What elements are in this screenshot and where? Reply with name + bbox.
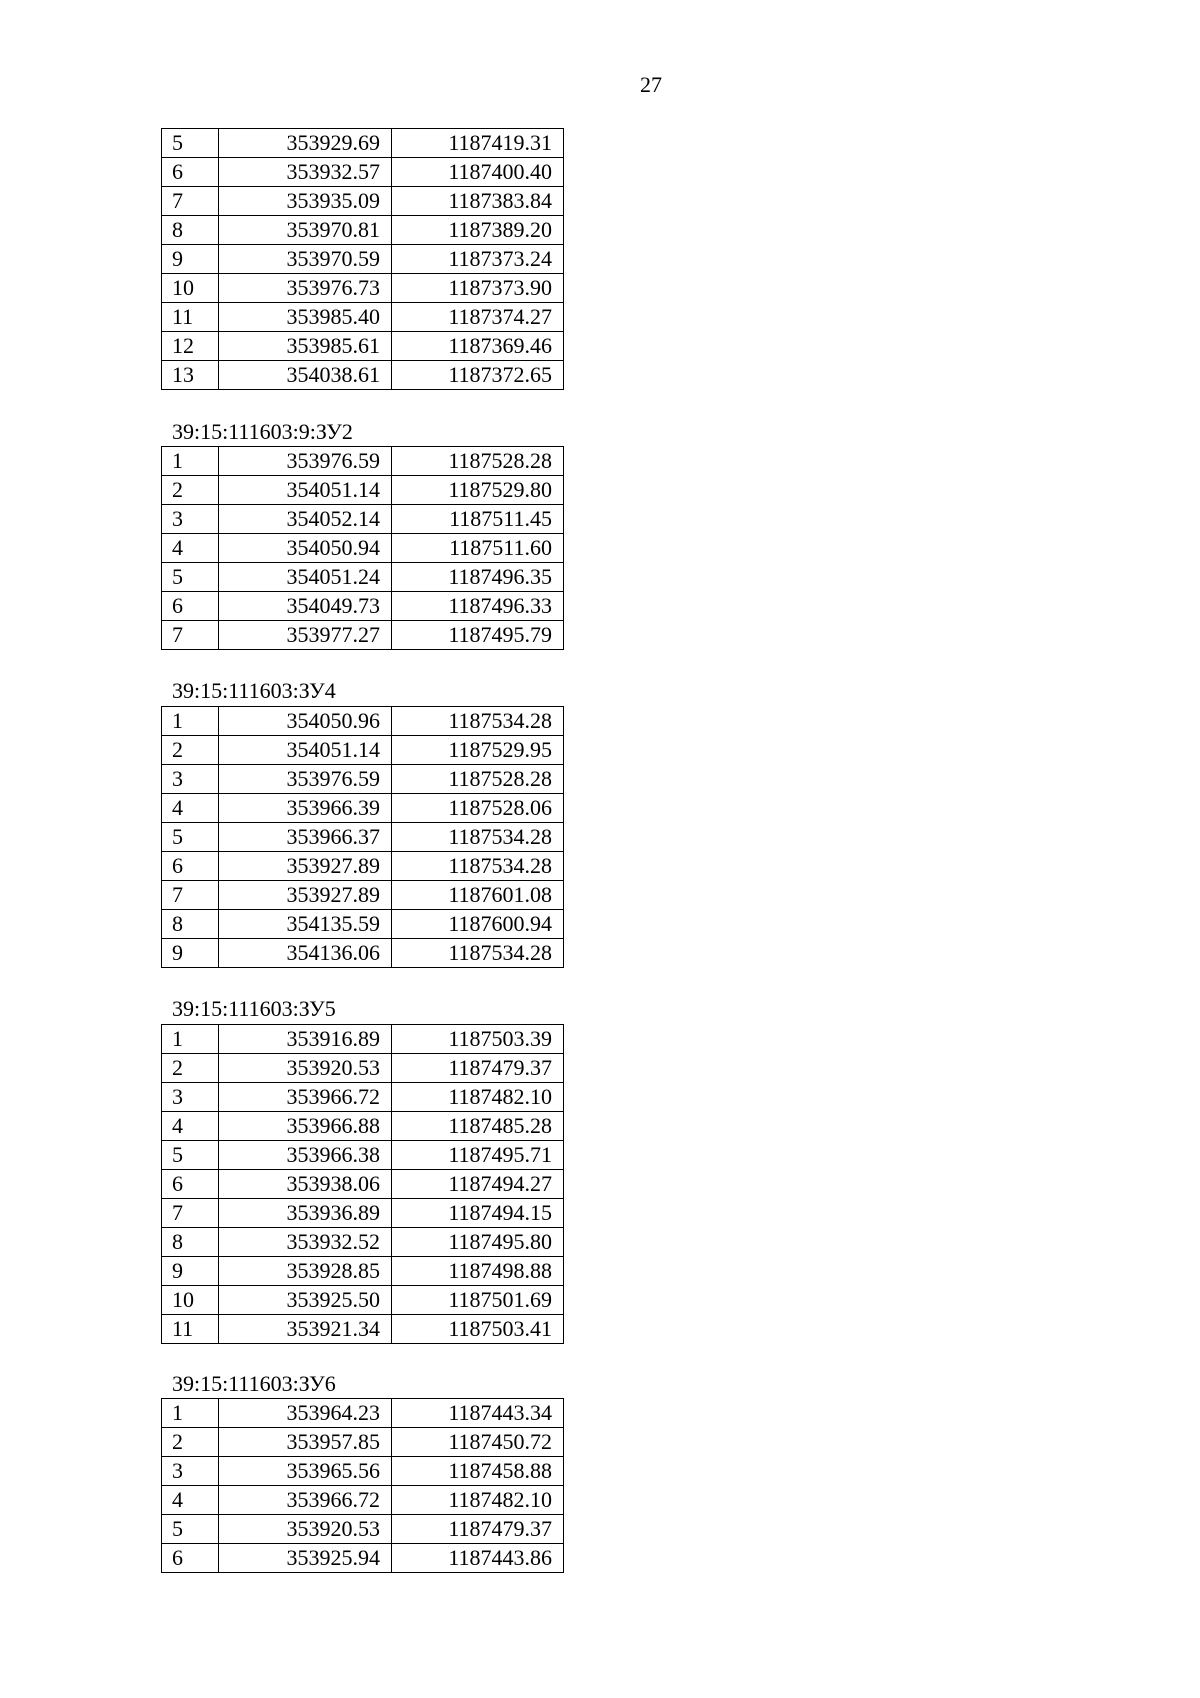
table-row <box>162 592 564 621</box>
x-coordinate-cell: 353964.23 <box>219 1399 392 1428</box>
point-number-cell: 1 <box>162 1399 219 1428</box>
x-coordinate-cell: 354038.61 <box>219 361 392 390</box>
y-coordinate-cell: 1187443.34 <box>392 1399 564 1428</box>
point-number-cell: 9 <box>162 939 219 968</box>
y-coordinate-cell: 1187498.88 <box>392 1257 564 1286</box>
x-coordinate-cell: 353935.09 <box>219 187 392 216</box>
y-coordinate-cell: 1187369.46 <box>392 332 564 361</box>
y-coordinate-cell: 1187503.41 <box>392 1315 564 1344</box>
y-coordinate-cell: 1187450.72 <box>392 1428 564 1457</box>
table-row <box>162 1170 564 1199</box>
x-coordinate-cell: 353920.53 <box>219 1515 392 1544</box>
coordinates-table <box>161 1398 564 1573</box>
point-number-cell: 13 <box>162 361 219 390</box>
table-row <box>162 1315 564 1344</box>
x-coordinate-cell: 354051.14 <box>219 736 392 765</box>
table-row <box>162 910 564 939</box>
x-coordinate-cell: 354052.14 <box>219 505 392 534</box>
point-number-cell: 1 <box>162 707 219 736</box>
point-number-cell: 5 <box>162 129 219 158</box>
x-coordinate-cell: 353966.37 <box>219 823 392 852</box>
point-number-cell: 5 <box>162 1515 219 1544</box>
y-coordinate-cell: 1187479.37 <box>392 1054 564 1083</box>
point-number-cell: 2 <box>162 736 219 765</box>
x-coordinate-cell: 353920.53 <box>219 1054 392 1083</box>
y-coordinate-cell: 1187494.27 <box>392 1170 564 1199</box>
coordinates-table <box>161 1024 564 1344</box>
y-coordinate-cell: 1187528.28 <box>392 447 564 476</box>
y-coordinate-cell: 1187372.65 <box>392 361 564 390</box>
y-coordinate-cell: 1187479.37 <box>392 1515 564 1544</box>
point-number-cell: 1 <box>162 1025 219 1054</box>
y-coordinate-cell: 1187528.06 <box>392 794 564 823</box>
point-number-cell: 9 <box>162 1257 219 1286</box>
point-number-cell: 2 <box>162 1054 219 1083</box>
point-number-cell: 1 <box>162 447 219 476</box>
x-coordinate-cell: 353966.38 <box>219 1141 392 1170</box>
table-row <box>162 1083 564 1112</box>
point-number-cell: 5 <box>162 823 219 852</box>
y-coordinate-cell: 1187529.95 <box>392 736 564 765</box>
y-coordinate-cell: 1187389.20 <box>392 216 564 245</box>
table-row <box>162 158 564 187</box>
y-coordinate-cell: 1187443.86 <box>392 1544 564 1573</box>
x-coordinate-cell: 353925.94 <box>219 1544 392 1573</box>
x-coordinate-cell: 353976.73 <box>219 274 392 303</box>
table-row <box>162 1112 564 1141</box>
y-coordinate-cell: 1187374.27 <box>392 303 564 332</box>
y-coordinate-cell: 1187495.79 <box>392 621 564 650</box>
y-coordinate-cell: 1187511.60 <box>392 534 564 563</box>
x-coordinate-cell: 353927.89 <box>219 852 392 881</box>
x-coordinate-cell: 353928.85 <box>219 1257 392 1286</box>
section-title: 39:15:111603:9:ЗУ2 <box>172 419 353 444</box>
y-coordinate-cell: 1187534.28 <box>392 852 564 881</box>
table-row <box>162 1286 564 1315</box>
y-coordinate-cell: 1187528.28 <box>392 765 564 794</box>
point-number-cell: 12 <box>162 332 219 361</box>
x-coordinate-cell: 354135.59 <box>219 910 392 939</box>
y-coordinate-cell: 1187534.28 <box>392 939 564 968</box>
x-coordinate-cell: 353985.40 <box>219 303 392 332</box>
table-row <box>162 1428 564 1457</box>
x-coordinate-cell: 353929.69 <box>219 129 392 158</box>
y-coordinate-cell: 1187600.94 <box>392 910 564 939</box>
y-coordinate-cell: 1187529.80 <box>392 476 564 505</box>
point-number-cell: 10 <box>162 274 219 303</box>
coordinates-table <box>161 128 564 390</box>
table-row <box>162 765 564 794</box>
x-coordinate-cell: 354049.73 <box>219 592 392 621</box>
point-number-cell: 6 <box>162 852 219 881</box>
point-number-cell: 11 <box>162 303 219 332</box>
table-row <box>162 1228 564 1257</box>
section-title: 39:15:111603:ЗУ6 <box>172 1371 336 1396</box>
table-row <box>162 447 564 476</box>
x-coordinate-cell: 353976.59 <box>219 765 392 794</box>
point-number-cell: 8 <box>162 910 219 939</box>
coordinates-table <box>161 446 564 650</box>
x-coordinate-cell: 353985.61 <box>219 332 392 361</box>
x-coordinate-cell: 353966.72 <box>219 1486 392 1515</box>
y-coordinate-cell: 1187485.28 <box>392 1112 564 1141</box>
y-coordinate-cell: 1187458.88 <box>392 1457 564 1486</box>
table-row <box>162 332 564 361</box>
x-coordinate-cell: 353966.88 <box>219 1112 392 1141</box>
point-number-cell: 3 <box>162 1083 219 1112</box>
point-number-cell: 10 <box>162 1286 219 1315</box>
y-coordinate-cell: 1187495.71 <box>392 1141 564 1170</box>
point-number-cell: 7 <box>162 621 219 650</box>
x-coordinate-cell: 353976.59 <box>219 447 392 476</box>
table-row <box>162 274 564 303</box>
table-row <box>162 823 564 852</box>
table-row <box>162 1025 564 1054</box>
table-row <box>162 1486 564 1515</box>
y-coordinate-cell: 1187495.80 <box>392 1228 564 1257</box>
point-number-cell: 8 <box>162 216 219 245</box>
table-row <box>162 881 564 910</box>
x-coordinate-cell: 353916.89 <box>219 1025 392 1054</box>
x-coordinate-cell: 353966.39 <box>219 794 392 823</box>
point-number-cell: 4 <box>162 534 219 563</box>
x-coordinate-cell: 354050.96 <box>219 707 392 736</box>
x-coordinate-cell: 353966.72 <box>219 1083 392 1112</box>
point-number-cell: 6 <box>162 592 219 621</box>
table-row <box>162 245 564 274</box>
table-row <box>162 563 564 592</box>
x-coordinate-cell: 353957.85 <box>219 1428 392 1457</box>
point-number-cell: 6 <box>162 158 219 187</box>
point-number-cell: 11 <box>162 1315 219 1344</box>
table-row <box>162 1515 564 1544</box>
table-row <box>162 129 564 158</box>
point-number-cell: 5 <box>162 563 219 592</box>
table-row <box>162 361 564 390</box>
table-row <box>162 707 564 736</box>
point-number-cell: 6 <box>162 1170 219 1199</box>
x-coordinate-cell: 353965.56 <box>219 1457 392 1486</box>
table-row <box>162 939 564 968</box>
point-number-cell: 6 <box>162 1544 219 1573</box>
table-row <box>162 621 564 650</box>
y-coordinate-cell: 1187534.28 <box>392 823 564 852</box>
point-number-cell: 4 <box>162 794 219 823</box>
x-coordinate-cell: 353932.52 <box>219 1228 392 1257</box>
point-number-cell: 3 <box>162 1457 219 1486</box>
point-number-cell: 2 <box>162 476 219 505</box>
point-number-cell: 4 <box>162 1112 219 1141</box>
table-row <box>162 794 564 823</box>
x-coordinate-cell: 353927.89 <box>219 881 392 910</box>
y-coordinate-cell: 1187482.10 <box>392 1486 564 1515</box>
y-coordinate-cell: 1187494.15 <box>392 1199 564 1228</box>
point-number-cell: 5 <box>162 1141 219 1170</box>
table-row <box>162 534 564 563</box>
x-coordinate-cell: 353925.50 <box>219 1286 392 1315</box>
table-row <box>162 1199 564 1228</box>
x-coordinate-cell: 354051.24 <box>219 563 392 592</box>
x-coordinate-cell: 353932.57 <box>219 158 392 187</box>
y-coordinate-cell: 1187383.84 <box>392 187 564 216</box>
section-title: 39:15:111603:ЗУ5 <box>172 996 336 1021</box>
y-coordinate-cell: 1187419.31 <box>392 129 564 158</box>
table-row <box>162 1544 564 1573</box>
point-number-cell: 7 <box>162 187 219 216</box>
coordinates-table <box>161 706 564 968</box>
x-coordinate-cell: 353921.34 <box>219 1315 392 1344</box>
x-coordinate-cell: 354051.14 <box>219 476 392 505</box>
y-coordinate-cell: 1187503.39 <box>392 1025 564 1054</box>
point-number-cell: 3 <box>162 505 219 534</box>
y-coordinate-cell: 1187496.33 <box>392 592 564 621</box>
x-coordinate-cell: 354050.94 <box>219 534 392 563</box>
point-number-cell: 9 <box>162 245 219 274</box>
table-row <box>162 736 564 765</box>
y-coordinate-cell: 1187496.35 <box>392 563 564 592</box>
table-row <box>162 1054 564 1083</box>
table-row <box>162 1457 564 1486</box>
y-coordinate-cell: 1187511.45 <box>392 505 564 534</box>
y-coordinate-cell: 1187601.08 <box>392 881 564 910</box>
point-number-cell: 2 <box>162 1428 219 1457</box>
x-coordinate-cell: 353977.27 <box>219 621 392 650</box>
table-row <box>162 216 564 245</box>
table-row <box>162 505 564 534</box>
y-coordinate-cell: 1187501.69 <box>392 1286 564 1315</box>
table-row <box>162 303 564 332</box>
x-coordinate-cell: 353970.81 <box>219 216 392 245</box>
table-row <box>162 187 564 216</box>
table-row <box>162 852 564 881</box>
x-coordinate-cell: 354136.06 <box>219 939 392 968</box>
page-number: 27 <box>640 72 662 97</box>
point-number-cell: 7 <box>162 1199 219 1228</box>
y-coordinate-cell: 1187373.90 <box>392 274 564 303</box>
section-title: 39:15:111603:ЗУ4 <box>172 678 336 703</box>
y-coordinate-cell: 1187400.40 <box>392 158 564 187</box>
table-row <box>162 1141 564 1170</box>
point-number-cell: 8 <box>162 1228 219 1257</box>
y-coordinate-cell: 1187534.28 <box>392 707 564 736</box>
table-row <box>162 1399 564 1428</box>
x-coordinate-cell: 353938.06 <box>219 1170 392 1199</box>
point-number-cell: 7 <box>162 881 219 910</box>
point-number-cell: 3 <box>162 765 219 794</box>
y-coordinate-cell: 1187482.10 <box>392 1083 564 1112</box>
table-row <box>162 1257 564 1286</box>
x-coordinate-cell: 353936.89 <box>219 1199 392 1228</box>
y-coordinate-cell: 1187373.24 <box>392 245 564 274</box>
point-number-cell: 4 <box>162 1486 219 1515</box>
x-coordinate-cell: 353970.59 <box>219 245 392 274</box>
table-row <box>162 476 564 505</box>
